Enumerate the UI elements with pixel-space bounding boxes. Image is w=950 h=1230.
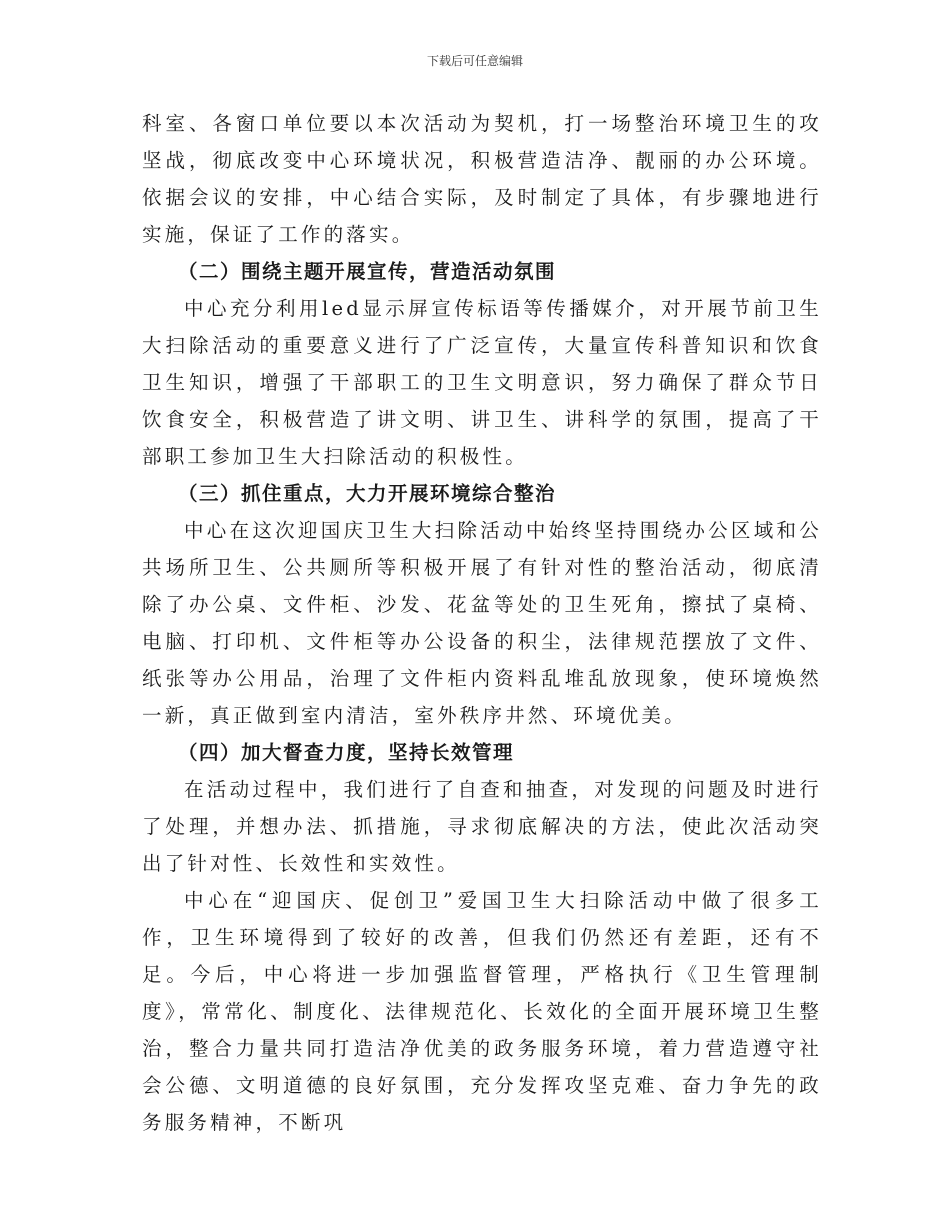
section-heading-4: （四）加大督查力度，坚持长效管理 [178,741,515,764]
paragraph-1: 科室、各窗口单位要以本次活动为契机，打一场整治环境卫生的攻坚战，彻底改变中心环境状况，积极营造洁净、靓丽的办公环境。依据会议的安排，中心结合实际，及时制定了具体，有步骤地进行实施，保证了工作的落实。 [142,112,822,246]
paragraph-4: 在活动过程中，我们进行了自查和抽查，对发现的问题及时进行了处理，并想办法、抓措施，寻求彻底解决的方法，使此次活动突出了针对性、长效性和实效性。 [142,778,822,875]
document-body [142,105,822,1141]
section-heading-2: （二）围绕主题开展宣传，营造活动氛围 [178,260,557,283]
paragraph-5: 中心在“迎国庆、促创卫”爱国卫生大扫除活动中做了很多工作，卫生环境得到了较好的改善，但我们仍然还有差距，还有不足。今后，中心将进一步加强监督管理，严格执行《卫生管理制度》，常常化、制度化、法律规范化、长效化的全面开展环境卫生整治，整合力量共同打造洁净优美的政务服务环境，着力营造遵守社会公德、文明道德的良好氛围，充分发挥攻坚克难、奋力争先的政务服务精神，不断巩 [142,889,822,1134]
page-header: 下载后可任意编辑 [426,54,523,68]
paragraph-3: 中心在这次迎国庆卫生大扫除活动中始终坚持围绕办公区域和公共场所卫生、公共厕所等积极开展了有针对性的整治活动，彻底清除了办公桌、文件柜、沙发、花盆等处的卫生死角，擦拭了桌椅、电脑、打印机、文件柜等办公设备的积尘，法律规范摆放了文件、纸张等办公用品，治理了文件柜内资料乱堆乱放现象，使环境焕然一新，真正做到室内清洁，室外秩序井然、环境优美。 [142,519,822,727]
section-heading-3: （三）抓住重点，大力开展环境综合整治 [178,482,557,505]
paragraph-2: 中心充分利用led显示屏宣传标语等传播媒介，对开展节前卫生大扫除活动的重要意义进行了广泛宣传，大量宣传科普知识和饮食卫生知识，增强了干部职工的卫生文明意识，努力确保了群众节日饮食安全，积极营造了讲文明、讲卫生、讲科学的氛围，提高了干部职工参加卫生大扫除活动的积极性。 [142,297,822,468]
